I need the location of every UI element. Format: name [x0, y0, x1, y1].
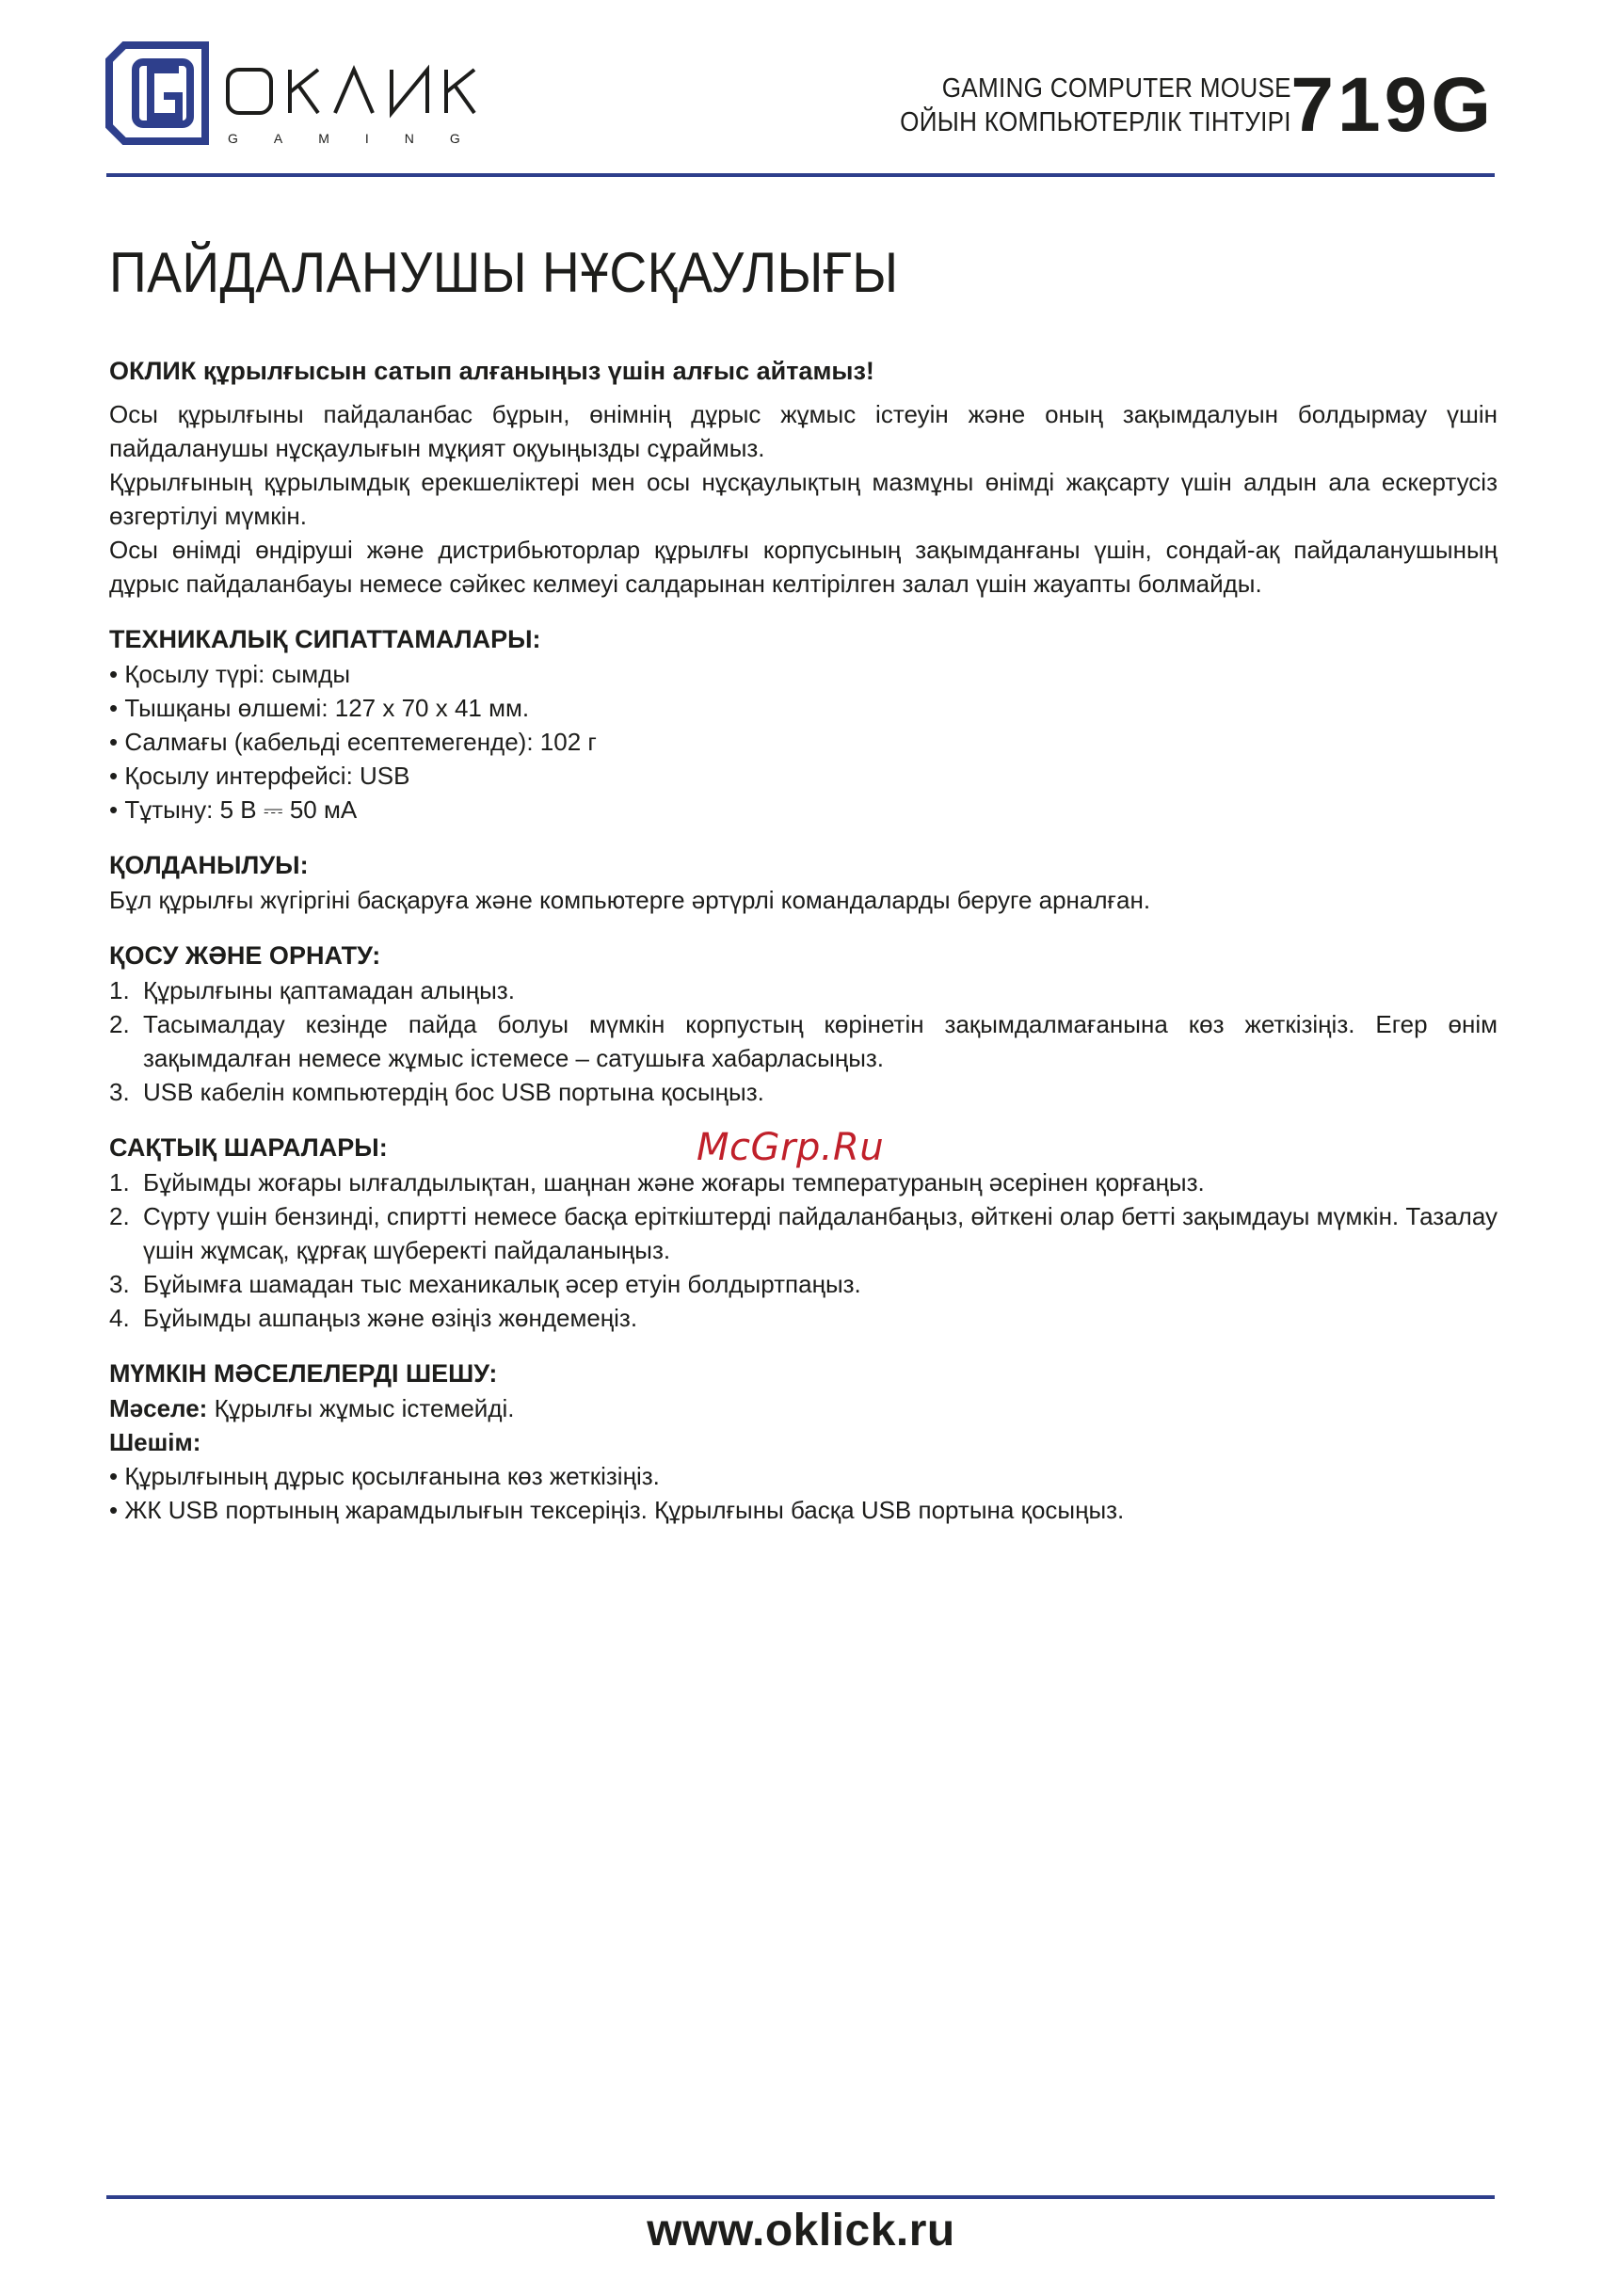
list-item	[109, 1007, 1498, 1075]
list-item: • Тышқаны өлшемі: 127 x 70 x 41 мм.	[109, 691, 1498, 725]
item-text: USB кабелін компьютердің бос USB портына қосыңыз.	[143, 1078, 764, 1106]
install-heading: ҚОСУ ЖӘНЕ ОРНАТУ:	[109, 941, 381, 970]
list-item: • Құрылғының дұрыс қосылғанына көз жеткізіңіз.	[109, 1459, 1498, 1493]
list-item	[109, 1075, 1498, 1109]
usage-heading: ҚОЛДАНЫЛУЫ:	[109, 851, 309, 879]
specs-heading: ТЕХНИКАЛЫҚ СИПАТТАМАЛАРЫ:	[109, 625, 541, 653]
item-text: Бұйымды жоғары ылғалдылықтан, шаңнан және жоғары температураның әсерінен қорғаңыз.	[143, 1168, 1205, 1196]
list-item	[109, 973, 1498, 1007]
solution-label: Шешім:	[109, 1428, 201, 1456]
brand-sub: GAMING	[228, 131, 496, 146]
item-text: Тасымалдау кезінде пайда болуы мүмкін корпустың көрінетін зақымдалмағанына көз жеткізіңіз. Егер өнім зақымдалған немесе жұмыс істемесе – сатушыға хабарласыңыз.	[143, 1010, 1498, 1072]
item-number: 2.	[109, 1010, 130, 1038]
item-number: 1.	[109, 1168, 130, 1196]
model-number: 719G	[1290, 62, 1495, 148]
thanks-line: ОКЛИК құрылғысын сатып алғаныңыз үшін алғыс айтамыз!	[109, 357, 874, 385]
problem-label: Мәселе:	[109, 1394, 208, 1422]
item-text: Бұйымға шамадан тыс механикалық әсер етуін болдыртпаңыз.	[143, 1270, 861, 1298]
watermark-text: McGrp.Ru	[697, 1126, 885, 1169]
page-header	[0, 0, 1602, 188]
problem-text: Құрылғы жұмыс істемейді.	[214, 1394, 515, 1422]
list-item: • Қосылу түрі: сымды	[109, 657, 1498, 691]
product-line-en: GAMING COMPUTER MOUSE	[941, 73, 1291, 104]
item-number: 1.	[109, 976, 130, 1004]
item-number: 3.	[109, 1078, 130, 1106]
header-divider	[106, 173, 1495, 177]
oklick-logo-mark	[104, 41, 211, 145]
product-line-kk: ОЙЫН КОМПЬЮТЕРЛІК ТІНТУІРІ	[900, 107, 1291, 137]
item-text: Бұйымды ашпаңыз және өзіңіз жөндемеңіз.	[143, 1304, 638, 1332]
safety-list	[109, 1165, 1498, 1335]
oklick-logo-wordmark	[224, 58, 525, 149]
item-text: Сүрту үшін бензинді, спиртті немесе басқа еріткіштерді пайдаланбаңыз, өйткені олар бетті зақымдауы мүмкін. Тазалау үшін жұмсақ, құрғақ шүберекті пайдаланыңыз.	[143, 1202, 1498, 1264]
troubleshoot-heading: МҮМКІН МӘСЕЛЕЛЕРДІ ШЕШУ:	[109, 1359, 498, 1388]
safety-heading: САҚТЫҚ ШАРАЛАРЫ:	[109, 1133, 388, 1162]
list-item: • Қосылу интерфейсі: USB	[109, 759, 1498, 793]
intro-paragraph: Құрылғының құрылымдық ерекшеліктері мен осы нұсқаулықтың мазмұны өнімді жақсарту үшін алдын ала ескертусіз өзгертілуі мүмкін.	[109, 468, 1498, 530]
website-link[interactable]: www.oklick.ru	[647, 2206, 955, 2256]
item-number: 3.	[109, 1270, 130, 1298]
list-item	[109, 1301, 1498, 1335]
list-item: • Салмағы (кабельді есептемегенде): 102 г	[109, 725, 1498, 759]
usage-text: Бұл құрылғы жүгіргіні басқаруға және компьютерге әртүрлі командаларды беруге арналған.	[109, 886, 1151, 914]
page-title: ПАЙДАЛАНУШЫ НҰСҚАУЛЫҒЫ	[109, 241, 899, 304]
item-text: Құрылғыны қаптамадан алыңыз.	[143, 976, 515, 1004]
install-list	[109, 973, 1498, 1109]
item-number: 2.	[109, 1202, 130, 1230]
list-item	[109, 1199, 1498, 1267]
intro-paragraph: Осы құрылғыны пайдаланбас бұрын, өнімнің дұрыс жұмыс істеуін және оның зақымдалуын болдырмау үшін пайдаланушы нұсқаулығын мұқият оқуыңызды сұраймыз.	[109, 400, 1498, 462]
manual-content	[109, 235, 1498, 1527]
footer-divider	[106, 2195, 1495, 2199]
list-item: • Тұтыну: 5 В ⎓ 50 мА	[109, 793, 1498, 827]
solution-list	[109, 1459, 1498, 1527]
intro-paragraph: Осы өнімді өндіруші және дистрибьюторлар құрылғы корпусының зақымданғаны үшін, сондай-ақ пайдаланушының дұрыс пайдаланбауы немесе сәйкес келмеуі салдарынан келтірілген залал үшін жауапты болмайды.	[109, 536, 1498, 598]
list-item	[109, 1267, 1498, 1301]
item-number: 4.	[109, 1304, 130, 1332]
list-item: • ЖК USB портының жарамдылығын тексеріңіз. Құрылғыны басқа USB портына қосыңыз.	[109, 1493, 1498, 1527]
problem-line	[109, 1391, 1498, 1425]
product-name	[900, 72, 1291, 139]
list-item	[109, 1165, 1498, 1199]
specs-list	[109, 657, 1498, 827]
